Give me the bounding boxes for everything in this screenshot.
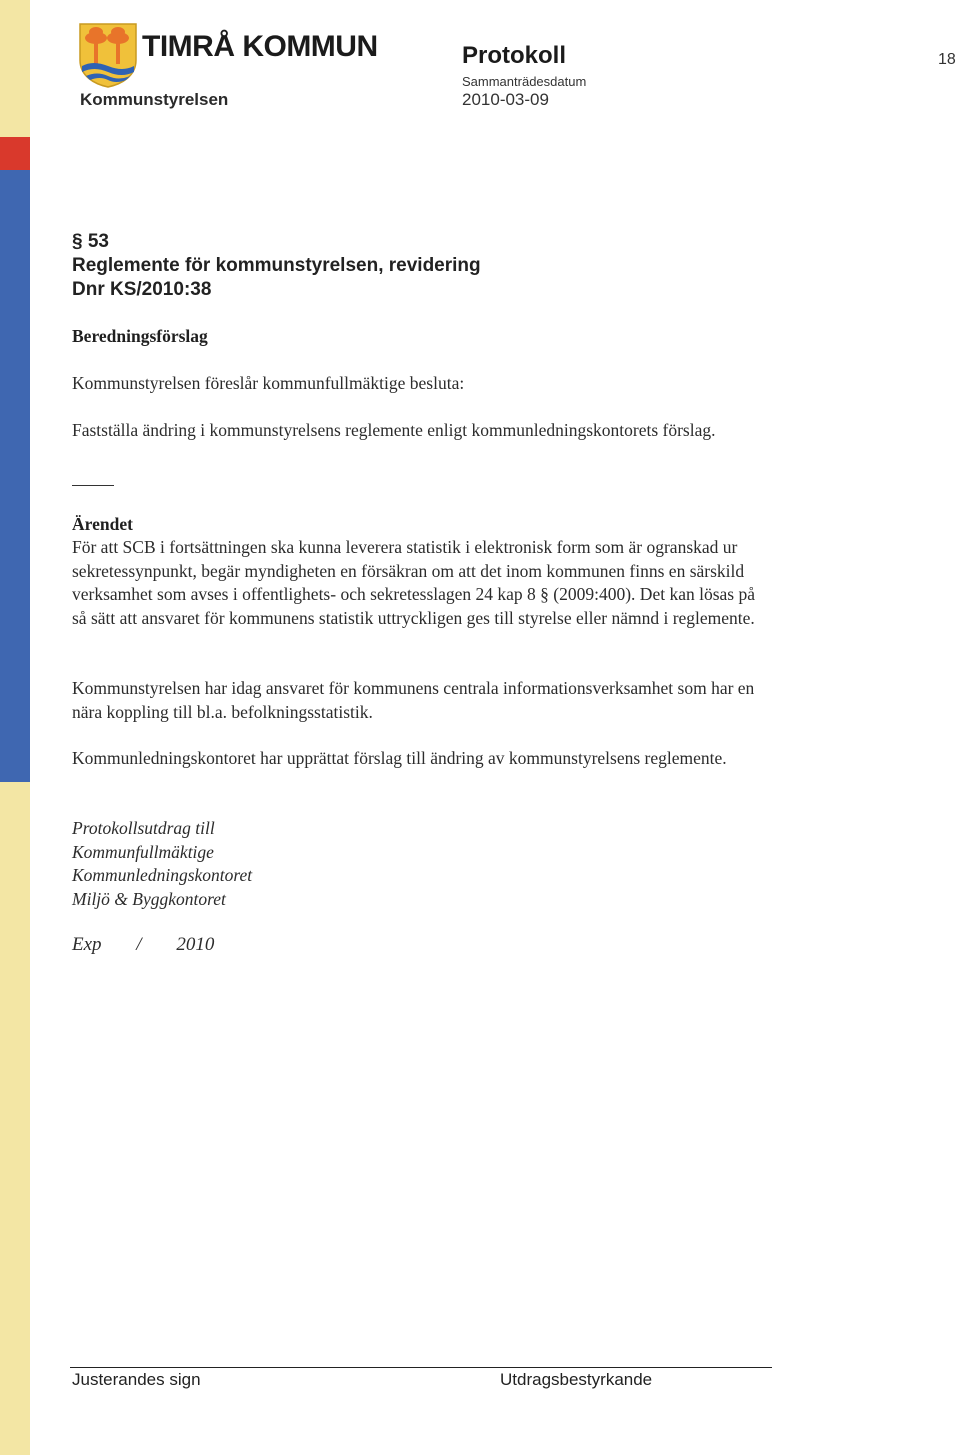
proposal-text: Fastställa ändring i kommunstyrelsens reglemente enligt kommunledningskontorets förslag. [72, 420, 716, 440]
case-number: Dnr KS/2010:38 [72, 279, 212, 300]
distribution-list [72, 817, 252, 911]
distribution-line: Miljö & Byggkontoret [72, 888, 226, 909]
side-stripe-yellow-bottom [0, 782, 30, 1455]
section-title: Reglemente för kommunstyrelsen, revidering [72, 255, 481, 276]
matter-paragraph-2: Kommunstyrelsen har idag ansvaret för kommunens centrala informationsverksamhet som har en nära koppling till bl.a. befolkningsstatistik. [72, 678, 755, 722]
matter-paragraph-3: Kommunledningskontoret har upprättat förslag till ändring av kommunstyrelsens reglemente. [72, 748, 727, 768]
section-heading [72, 230, 481, 302]
expedition-slash: / [136, 934, 142, 955]
meeting-date-label: Sammanträdesdatum [462, 74, 587, 89]
municipality-coat-of-arms-icon [78, 22, 138, 88]
document-type: Protokoll [462, 42, 567, 69]
expedition-label: Exp [72, 934, 102, 955]
signature-label: Justerandes sign [72, 1370, 201, 1389]
side-stripe-red [0, 137, 30, 170]
municipality-name: TIMRÅ KOMMUN [142, 30, 378, 63]
section-number: § 53 [72, 231, 109, 252]
distribution-line: Kommunledningskontoret [72, 865, 253, 885]
organization-name: Kommunstyrelsen [80, 90, 229, 109]
certification-label: Utdragsbestyrkande [500, 1370, 653, 1389]
meeting-date: 2010-03-09 [462, 90, 549, 109]
side-stripe-blue [0, 170, 30, 782]
proposal-heading: Beredningsförslag [72, 326, 208, 346]
matter-heading: Ärendet [72, 514, 133, 534]
side-stripe-yellow-top [0, 0, 30, 137]
page-number: 18 [938, 51, 956, 68]
footer-rule [70, 1367, 772, 1368]
expedition-year: 2010 [176, 934, 215, 955]
distribution-line: Kommunfullmäktige [72, 841, 214, 862]
matter-paragraph-1: För att SCB i fortsättningen ska kunna leverera statistik i elektronisk form som är ogranskad ur sekretessynpunkt, begär myndigheten en försäkran om att det inom kommunen finns en särskild verksamhet som avses i offentlighets- och sekretesslagen 24 kap 8 § (2009:400). Det kan lösas på så sätt att ansvaret för kommunens statistik uttryckligen ges till styrelse eller nämnd i reglemente. [72, 537, 755, 628]
expedition-line [72, 934, 214, 956]
separator-rule [72, 485, 114, 486]
proposal-intro: Kommunstyrelsen föreslår kommunfullmäktige besluta: [72, 373, 465, 393]
distribution-line: Protokollsutdrag till [72, 818, 215, 838]
